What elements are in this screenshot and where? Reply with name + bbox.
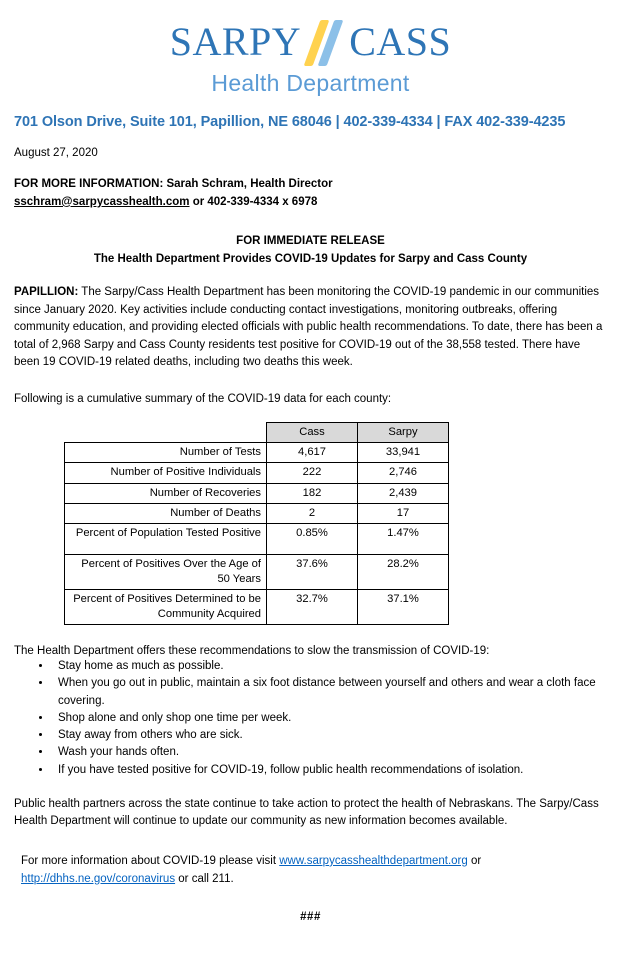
covid-data-table [64, 422, 449, 625]
contact-email-link[interactable]: sschram@sarpycasshealth.com [14, 195, 190, 208]
list-item: • Stay home as much as possible. [52, 658, 607, 675]
row-value-cass: 4,617 [267, 443, 358, 463]
header-address-line: 701 Olson Drive, Suite 101, Papillion, NE 68046 | 402-339-4334 | FAX 402-339-4235 [14, 114, 566, 130]
row-value-cass: 222 [267, 463, 358, 483]
sarpy-cass-website-link[interactable]: www.sarpycasshealthdepartment.org [279, 854, 468, 867]
row-label: Percent of Positives Determined to be Community Acquired [65, 589, 267, 624]
footer-middle-text: or [467, 854, 482, 867]
row-value-cass: 37.6% [267, 554, 358, 589]
body-paragraph [14, 284, 607, 371]
footer-prefix-text: For more information about COVID-19 please visit [21, 854, 280, 867]
row-label: Percent of Population Tested Positive [65, 523, 267, 554]
column-header-cass: Cass [267, 423, 358, 443]
row-label: Number of Positive Individuals [65, 463, 267, 483]
column-header-sarpy: Sarpy [358, 423, 449, 443]
row-label: Number of Deaths [65, 503, 267, 523]
table-row [65, 523, 449, 554]
row-value-cass: 2 [267, 503, 358, 523]
row-value-sarpy: 1.47% [358, 523, 449, 554]
media-contact-block [14, 176, 607, 212]
table-row [65, 463, 449, 483]
row-value-cass: 32.7% [267, 589, 358, 624]
row-value-cass: 0.85% [267, 523, 358, 554]
end-of-release-mark: ### [300, 910, 321, 923]
row-value-sarpy: 37.1% [358, 589, 449, 624]
contact-phone-text: or 402-339-4334 x 6978 [189, 195, 318, 208]
row-value-sarpy: 33,941 [358, 443, 449, 463]
row-value-cass: 182 [267, 483, 358, 503]
release-date: August 27, 2020 [14, 147, 98, 159]
footer-suffix-text: or call 211. [175, 872, 234, 885]
table-row [65, 589, 449, 624]
row-label: Number of Recoveries [65, 483, 267, 503]
logo-subtitle: Health Department [211, 70, 410, 96]
row-label: Percent of Positives Over the Age of 50 Years [65, 554, 267, 589]
row-label: Number of Tests [65, 443, 267, 463]
list-item: • When you go out in public, maintain a six foot distance between yourself and others and wear a cloth face covering. [52, 675, 607, 710]
logo-slash-icon [303, 16, 347, 68]
table-corner-cell [65, 423, 267, 443]
dateline: PAPILLION: [14, 286, 79, 299]
footer-resources [14, 853, 607, 889]
table-row [65, 503, 449, 523]
row-value-sarpy: 2,439 [358, 483, 449, 503]
table-row [65, 554, 449, 589]
logo-word-cass: CASS [349, 19, 452, 64]
row-value-sarpy: 28.2% [358, 554, 449, 589]
table-intro-text: Following is a cumulative summary of the COVID-19 data for each county: [14, 392, 392, 405]
contact-name-line: FOR MORE INFORMATION: Sarah Schram, Health Director [14, 178, 333, 190]
recommendations-intro: The Health Department offers these recommendations to slow the transmission of COVID-19: [14, 645, 490, 658]
organization-logo [14, 0, 607, 97]
dhhs-coronavirus-link[interactable]: http://dhhs.ne.gov/coronavirus [21, 872, 176, 885]
body-paragraph-text: The Sarpy/Cass Health Department has been monitoring the COVID-19 pandemic in our communities since January 2020. Key activities include conducting contact investigations, monitoring outbreaks, offering community education, and providing elected officials with public health recommendations. To date, there has been a total of 2,968 Sarpy and Cass County residents test positive for COVID-19 out of the 38,558 tested. There have been 19 COVID-19 related deaths, including two deaths this week. [14, 286, 603, 369]
table-row [65, 443, 449, 463]
list-item: • Shop alone and only shop one time per week. [52, 710, 607, 727]
contact-email-line [14, 194, 607, 212]
closing-paragraph: Public health partners across the state continue to take action to protect the health of Nebraskans. The Sarpy/Cass Health Department will continue to update our community as new information becomes available. [14, 797, 599, 828]
logo-word-sarpy: SARPY [169, 19, 302, 64]
recommendations-list [14, 658, 607, 779]
row-value-sarpy: 2,746 [358, 463, 449, 483]
list-item: • If you have tested positive for COVID-19, follow public health recommendations of isolation. [52, 762, 607, 779]
row-value-sarpy: 17 [358, 503, 449, 523]
logo-wordmark [14, 16, 607, 68]
list-item: • Wash your hands often. [52, 744, 607, 761]
release-title: The Health Department Provides COVID-19 Updates for Sarpy and Cass County [93, 253, 528, 266]
table-header-row [65, 423, 449, 443]
immediate-release-label: FOR IMMEDIATE RELEASE [236, 234, 385, 247]
list-item: • Stay away from others who are sick. [52, 727, 607, 744]
release-heading [14, 232, 607, 269]
table-row [65, 483, 449, 503]
covid-data-table-wrapper [14, 422, 607, 625]
